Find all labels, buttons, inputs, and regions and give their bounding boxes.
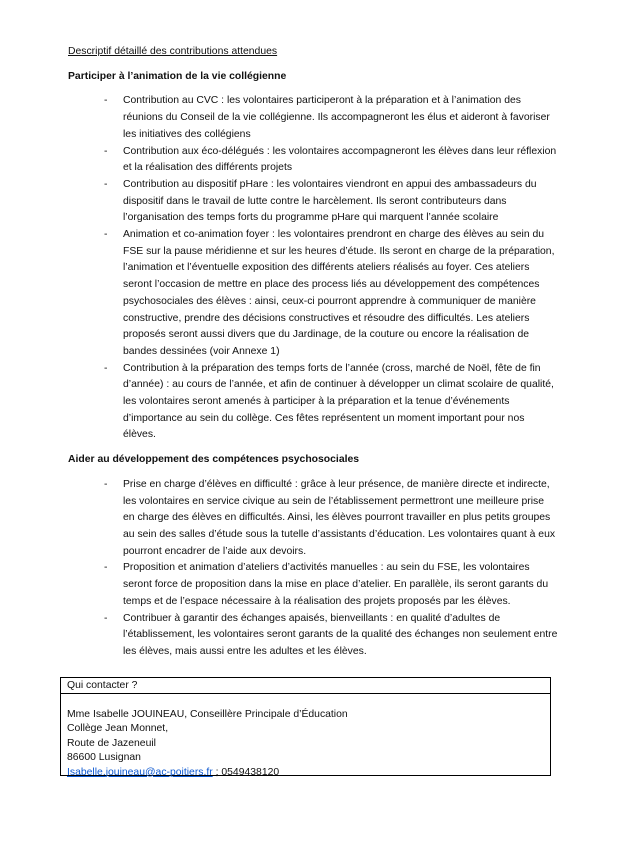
bullet-dash: - [104, 478, 108, 490]
contact-details [61, 694, 550, 780]
list-item [68, 177, 558, 227]
section-heading-competences: Aider au développement des compétences psychosociales [68, 454, 360, 466]
list-item-text: Contribution aux éco-délégués : les volontaires accompagneront les élèves dans leur réflexion et la réalisation des différents projets [123, 145, 557, 174]
list-item-text: Contribution au dispositif pHare : les volontaires viendront en appui des ambassadeurs du dispositif dans le travail de lutte contre le harcèlement. Ils seront contributeurs dans l’organisation des temps forts du programme pHare qui marquent l’année scolaire [123, 178, 537, 224]
bullet-dash: - [104, 95, 108, 107]
bullet-dash: - [104, 145, 108, 157]
list-item-text: Prise en charge d’élèves en difficulté : grâce à leur présence, de manière directe et indirecte, les volontaires en service civique au sein de l’établissement permettront une meilleure prise en charge des élèves en difficultés. Ainsi, les élèves pourront travailler en plus petits groupes au sein des salles d’étude sous la tutelle d’assistants d’éducation. Les volontaires quant à eux pourront encadrer de l’aide aux devoirs. [123, 478, 556, 557]
list-item [68, 477, 558, 561]
contribution-list-competences [68, 477, 558, 661]
contact-school: Collège Jean Monnet, [67, 723, 169, 735]
contact-email-link[interactable]: Isabelle.jouineau@ac-poitiers.fr [67, 766, 213, 778]
list-item-text: Proposition et animation d’ateliers d’activités manuelles : au sein du FSE, les volontaires seront force de proposition dans la mise en place d’atelier. En parallèle, ils seront garants du temps et de l’espace nécessaire à la réalisation des projets proposés par les élèves. [123, 562, 549, 607]
bullet-dash: - [104, 178, 108, 190]
list-item [68, 611, 558, 661]
contact-phone: ; 0549438120 [212, 766, 280, 778]
bullet-dash: - [104, 612, 108, 624]
contact-city: 86600 Lusignan [67, 752, 141, 764]
list-item [68, 227, 558, 361]
bullet-dash: - [104, 229, 108, 241]
list-item-text: Contribution à la préparation des temps forts de l’année (cross, marché de Noël, fête de fin d’année) : au cours de l’année, et afin de continuer à développer un climat scolaire de qualité, les volontaires seront amenés à participer à la préparation et la tenue d’événements d’importance au sein du collège. Ces fêtes représentent un moment important pour nos élèves. [123, 362, 554, 441]
contribution-list-vie-collegienne [68, 93, 558, 444]
list-item [68, 361, 558, 445]
contact-name: Mme Isabelle JOUINEAU, Conseillère Principale d’Éducation [67, 709, 348, 720]
contact-street: Route de Jazeneuil [67, 737, 156, 749]
list-item-text: Animation et co-animation foyer : les volontaires prendront en charge des élèves au sein du FSE sur la pause méridienne et sur les heures d’étude. Ils seront en charge de la préparation, l’animation et l’éventuelle exposition des différents ateliers réalisés au foyer. Ces ateliers seront l’occasion de mettre en place des process liés au développement des compétences psychosociales des élèves : ainsi, ceux-ci pourront apprendre à communiquer de manière constructive, prendre des décisions constructives et résoudre des difficultés. Les ateliers proposés seront aussi divers que du Jardinage, de la couture ou encore la réalisation de bandes dessinées (voir Annexe 1) [123, 229, 555, 357]
bullet-dash: - [104, 562, 108, 574]
contact-email-phone-line [67, 766, 550, 780]
list-item [68, 93, 558, 143]
document-title: Descriptif détaillé des contributions attendues [68, 46, 278, 57]
contact-box [60, 677, 551, 776]
contact-header: Qui contacter ? [61, 678, 550, 694]
section-heading-vie-collegienne: Participer à l’animation de la vie collégienne [68, 70, 287, 82]
list-item [68, 144, 558, 177]
list-item-text: Contribution au CVC : les volontaires participeront à la préparation et à l’animation des réunions du Conseil de la vie collégienne. Ils accompagneront les élus et aideront à favoriser les initiatives des collégiens [123, 95, 550, 140]
bullet-dash: - [104, 362, 108, 374]
list-item [68, 560, 558, 610]
list-item-text: Contribuer à garantir des échanges apaisés, bienveillants : en qualité d’adultes de l’établissement, les volontaires seront garants de la qualité des échanges non seulement entre les élèves, mais aussi entre les adultes et les élèves. [123, 612, 558, 657]
document-page [68, 44, 558, 661]
